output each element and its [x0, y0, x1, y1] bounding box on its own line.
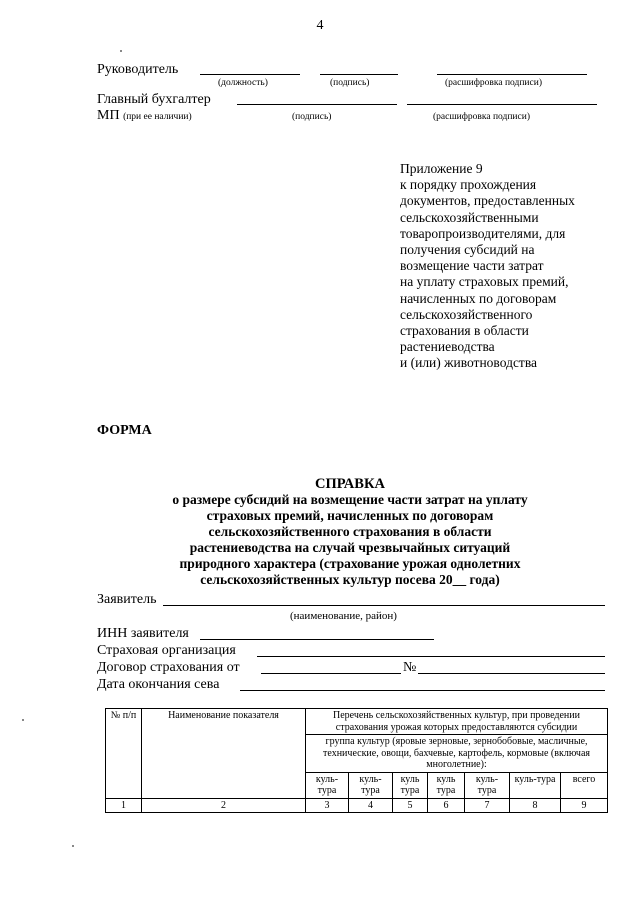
appendix-line: получения субсидий на: [400, 242, 535, 258]
signature-caption: (подпись): [330, 78, 370, 88]
document-title: [70, 476, 630, 588]
crop-col-header: куль-тура: [510, 772, 561, 798]
col-index: 1: [106, 798, 142, 813]
applicant-caption: (наименование, район): [290, 610, 397, 622]
sowing-end-line: [240, 690, 605, 691]
col-number-header: № п/п: [106, 709, 142, 799]
crop-col-header: куль-тура: [306, 772, 349, 798]
total-col-header: всего: [561, 772, 608, 798]
col-index: 4: [349, 798, 393, 813]
appendix-line: сельскохозяйственного: [400, 306, 533, 322]
position-caption: (должность): [218, 78, 268, 88]
title-line: растениеводства на случай чрезвычайных ситуаций: [189, 540, 511, 555]
sowing-end-label: Дата окончания сева: [97, 677, 220, 692]
name-caption: (расшифровка подписи): [445, 78, 542, 88]
title-line: страховых премий, начисленных по договорам: [206, 508, 494, 523]
contract-date-line: [261, 673, 401, 674]
page-number: 4: [316, 18, 324, 33]
crop-col-header: куль-тура: [465, 772, 510, 798]
stamp-label: МП (при ее наличии): [97, 108, 192, 123]
head-label: Руководитель: [97, 62, 179, 77]
inn-line: [200, 639, 434, 640]
scan-speck: [72, 845, 74, 847]
accountant-label: Главный бухгалтер: [97, 92, 211, 107]
col-index: 9: [561, 798, 608, 813]
appendix-line: на уплату страховых премий,: [400, 274, 569, 290]
contract-number-line: [418, 673, 605, 674]
applicant-line: [163, 605, 605, 606]
col-index: 6: [428, 798, 465, 813]
scan-speck: [120, 50, 122, 52]
title-line: сельскохозяйственных культур посева 20__ года): [200, 572, 500, 587]
crop-col-header: куль тура: [428, 772, 465, 798]
position-line: [200, 74, 300, 75]
accountant-signature-line: [237, 104, 397, 105]
appendix-line: возмещение части затрат: [400, 258, 544, 274]
title-line: сельскохозяйственного страхования в области: [208, 524, 492, 539]
applicant-label: Заявитель: [97, 592, 157, 607]
accountant-name-line: [407, 104, 597, 105]
signature-line: [320, 74, 398, 75]
title-line: СПРАВКА: [315, 476, 385, 492]
inn-label: ИНН заявителя: [97, 626, 189, 641]
appendix-line: товаропроизводителями, для: [400, 225, 566, 241]
form-label: ФОРМА: [97, 423, 152, 438]
scan-speck: [22, 719, 24, 721]
appendix-line: начисленных по договорам: [400, 290, 557, 306]
col-index: 3: [306, 798, 349, 813]
col-name-header: Наименование показателя: [142, 709, 306, 799]
col-index: 7: [465, 798, 510, 813]
col-index: 8: [510, 798, 561, 813]
appendix-line: и (или) животноводства: [400, 355, 538, 371]
appendix-line: сельскохозяйственными: [400, 209, 539, 225]
col-index: 5: [393, 798, 428, 813]
title-line: природного характера (страхование урожая однолетних: [179, 556, 521, 571]
title-line: о размере субсидий на возмещение части затрат на уплату: [172, 492, 528, 507]
crop-col-header: куль-тура: [349, 772, 393, 798]
appendix-line: документов, предоставленных: [400, 193, 575, 209]
col-index: 2: [142, 798, 306, 813]
subsidy-table: [105, 708, 608, 813]
crop-group-header: группа культур (яровые зерновые, зернобобовые, масличные, технические, овощи, бахчевые, картофель, кормовые (включая многолетние):: [306, 735, 608, 773]
accountant-name-caption: (расшифровка подписи): [433, 112, 530, 122]
insurer-label: Страховая организация: [97, 643, 236, 658]
contract-label: Договор страхования от: [97, 660, 240, 675]
appendix-line: к порядку прохождения: [400, 177, 537, 193]
accountant-signature-caption: (подпись): [292, 112, 332, 122]
appendix-line: страхования в области: [400, 323, 529, 339]
crop-list-header: Перечень сельскохозяйственных культур, при проведении страхования урожая которых предоставляются субсидии: [306, 709, 608, 735]
name-line: [437, 74, 587, 75]
appendix-reference: [400, 161, 575, 372]
appendix-line: Приложение 9: [400, 161, 483, 176]
contract-number-label: №: [403, 660, 417, 675]
insurer-line: [257, 656, 605, 657]
appendix-line: растениеводства: [400, 339, 495, 355]
crop-col-header: куль тура: [393, 772, 428, 798]
